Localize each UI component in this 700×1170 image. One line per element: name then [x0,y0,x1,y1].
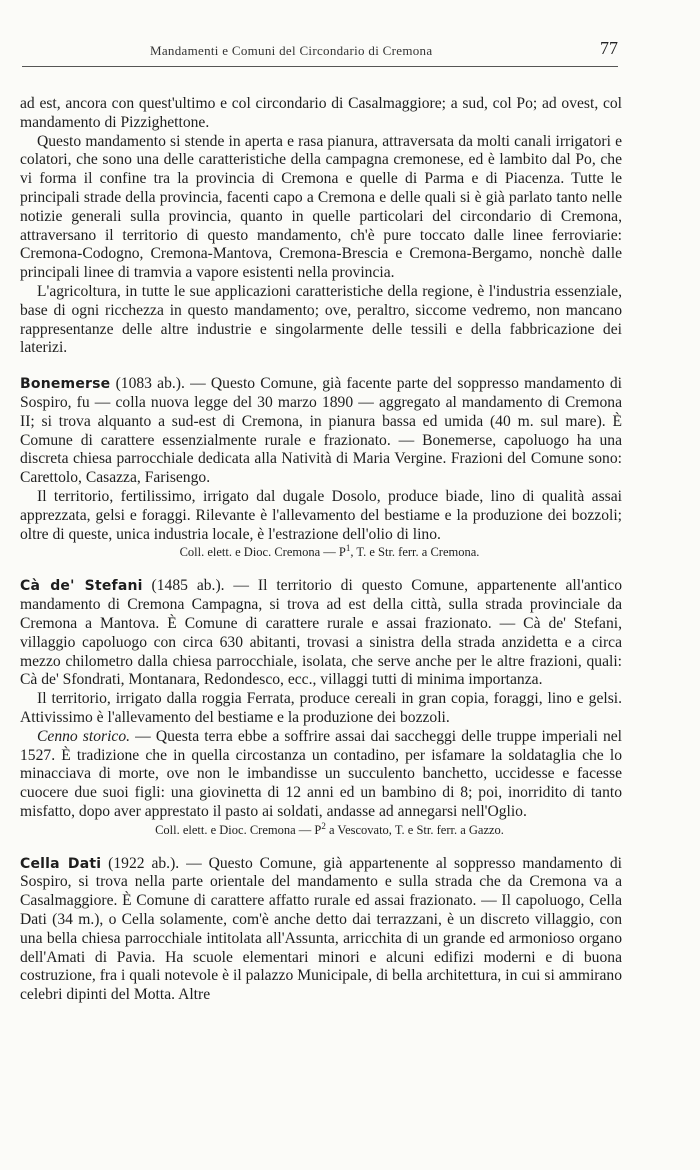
section-gap [20,560,622,577]
page-number: 77 [600,38,618,58]
entry-paragraph-territory: Il territorio, irrigato dalla roggia Ferrata, produce cereali in gran copia, foraggi, lino e gelsi. Attivissimo è l'allevamento del bestiame e la produzione dei bozzoli. [20,690,622,726]
entry-paragraph-history [20,728,622,822]
section-gap [20,838,622,855]
entry-text: (1922 ab.). — Questo Comune, già appartenente al soppresso mandamento di Sospiro, si trova nella parte orientale del mandamento e sulla strada che da Cremona va a Casalmaggiore. È Comune di carattere affatto rurale ed assai frazionato. — Il capoluogo, Cella Dati (34 m.), o Cella solamente, com'è anche detto dai terrazzani, è un discreto villaggio, con una bella chiesa parrocchiale intitolata all'Assunta, arricchita di un grande ed armonioso organo dell'Amati di Pavia. Ha scuole elementari minori e alcuni edifizi moderni e di buona costruzione, fra i quali notevole è il palazzo Municipale, di bella architettura, in cui si ammirano celebri dipinti del Motta. Altre [20,854,622,1004]
entry-paragraph-territory: Il territorio, fertilissimo, irrigato dal dugale Dosolo, produce biade, lino di qualità assai apprezzata, gelsi e foraggi. Rilevante è l'allevamento del bestiame e la produzione dei bozzoli; oltre di queste, unica industria locale, è l'estrazione dell'olio di lino. [20,487,622,543]
intro-paragraph-2: Questo mandamento si stende in aperta e rasa pianura, attraversata da molti canali irrigatori e colatori, che sono una delle caratteristiche della campagna cremonese, ed è lambito dal Po, che vi forma il confine tra la provincia di Cremona e quelle di Parma e di Piacenza. Tutte le principali strade della provincia, facenti capo a Cremona e delle quali si è già parlato tanto nelle notizie generali sulla provincia, quanto in quelle particolari del circondario di Cremona, attraversano il territorio di questo mandamento, ch'è pure toccato dalle linee ferroviarie: Cremona-Codogno, Cremona-Mantova, Cremona-Brescia e Cremona-Bergamo, nonchè dalle principali linee di tramvia a vapore esistenti nella provincia. [20,132,622,282]
history-label: Cenno storico. [37,727,131,745]
running-title: Mandamenti e Comuni del Circondario di Cremona [150,43,433,58]
entry-title: Cà de' Stefani [20,578,143,595]
section-gap [20,358,622,375]
electoral-reference: Coll. elett. e Dioc. Cremona — $P^1$, T. e Str. ferr. a Cremona. [179,543,480,560]
entry-paragraph [20,855,622,1005]
entry-text: (1083 ab.). — Questo Comune, già facente parte del soppresso mandamento di Sospiro, fu — colla nuova legge del 30 marzo 1890 — aggregato al mandamento di Cremona II; si trova alquanto a sud-est di Cremona, in pianura bassa ed umida (40 m. sul mare). È Comune di carattere essenzialmente rurale e frazionato. — Bonemerse, capoluogo ha una discreta chiesa parrocchiale dedicata alla Natività di Maria Vergine. Frazioni del Comune sono: Carettolo, Casazza, Farisengo. [20,375,622,487]
entry-paragraph [20,375,622,488]
entry-cella-dati [20,855,622,1005]
entry-text: (1485 ab.). — Il territorio di questo Comune, appartenente all'antico mandamento di Cremona Campagna, si trova ad est della città, sulla strada provinciale da Cremona a Mantova. È Comune di carattere rurale e assai frazionato. — Cà de' Stefani, villaggio capoluogo con circa 630 abitanti, trovasi a sinistra della strada anzidetta e a circa mezzo chilometro dalla chiesa parrocchiale, isolata, che serve anche per le altre frazioni, quali: Cà de' Sfondrati, Montanara, Redondesco, ecc., villaggi tutti di minima importanza. [20,577,622,689]
history-text: — Questa terra ebbe a soffrire assai dai saccheggi delle truppe imperiali nel 1527. È tradizione che in quella circostanza un contadino, per isfamare la soldataglia che lo minacciava di morte, ove non le imbandisse un succulento banchetto, uccidesse e facesse cuocere due suoi figli: una giovinetta di 12 anni ed un bambino di 8; poi, inorridito di tanto misfatto, dopo aver apprestato il pasto ai soldati, andasse ad annegarsi nell'Oglio. [20,727,622,820]
page-header [22,40,618,67]
intro-paragraph-1: ad est, ancora con quest'ultimo e col circondario di Casalmaggiore; a sud, col Po; ad ovest, col mandamento di Pizzighettone. [20,95,622,131]
entry-title: Bonemerse [20,376,111,393]
entry-ca-de-stefani [20,577,622,837]
electoral-reference: Coll. elett. e Dioc. Cremona — $P^2$ a Vescovato, T. e Str. ferr. a Gazzo. [155,820,504,837]
page-body [20,95,622,1005]
entry-title: Cella Dati [20,855,102,872]
intro-paragraph-3: L'agricoltura, in tutte le sue applicazioni caratteristiche della regione, è l'industria essenziale, base di ogni ricchezza in questo mandamento; ove, peraltro, siccome vedremo, non mancano rappresentanze delle altre industrie e singolarmente delle tessili e della fabbricazione dei laterizi. [20,282,622,357]
entry-paragraph [20,577,622,690]
entry-bonemerse [20,375,622,560]
